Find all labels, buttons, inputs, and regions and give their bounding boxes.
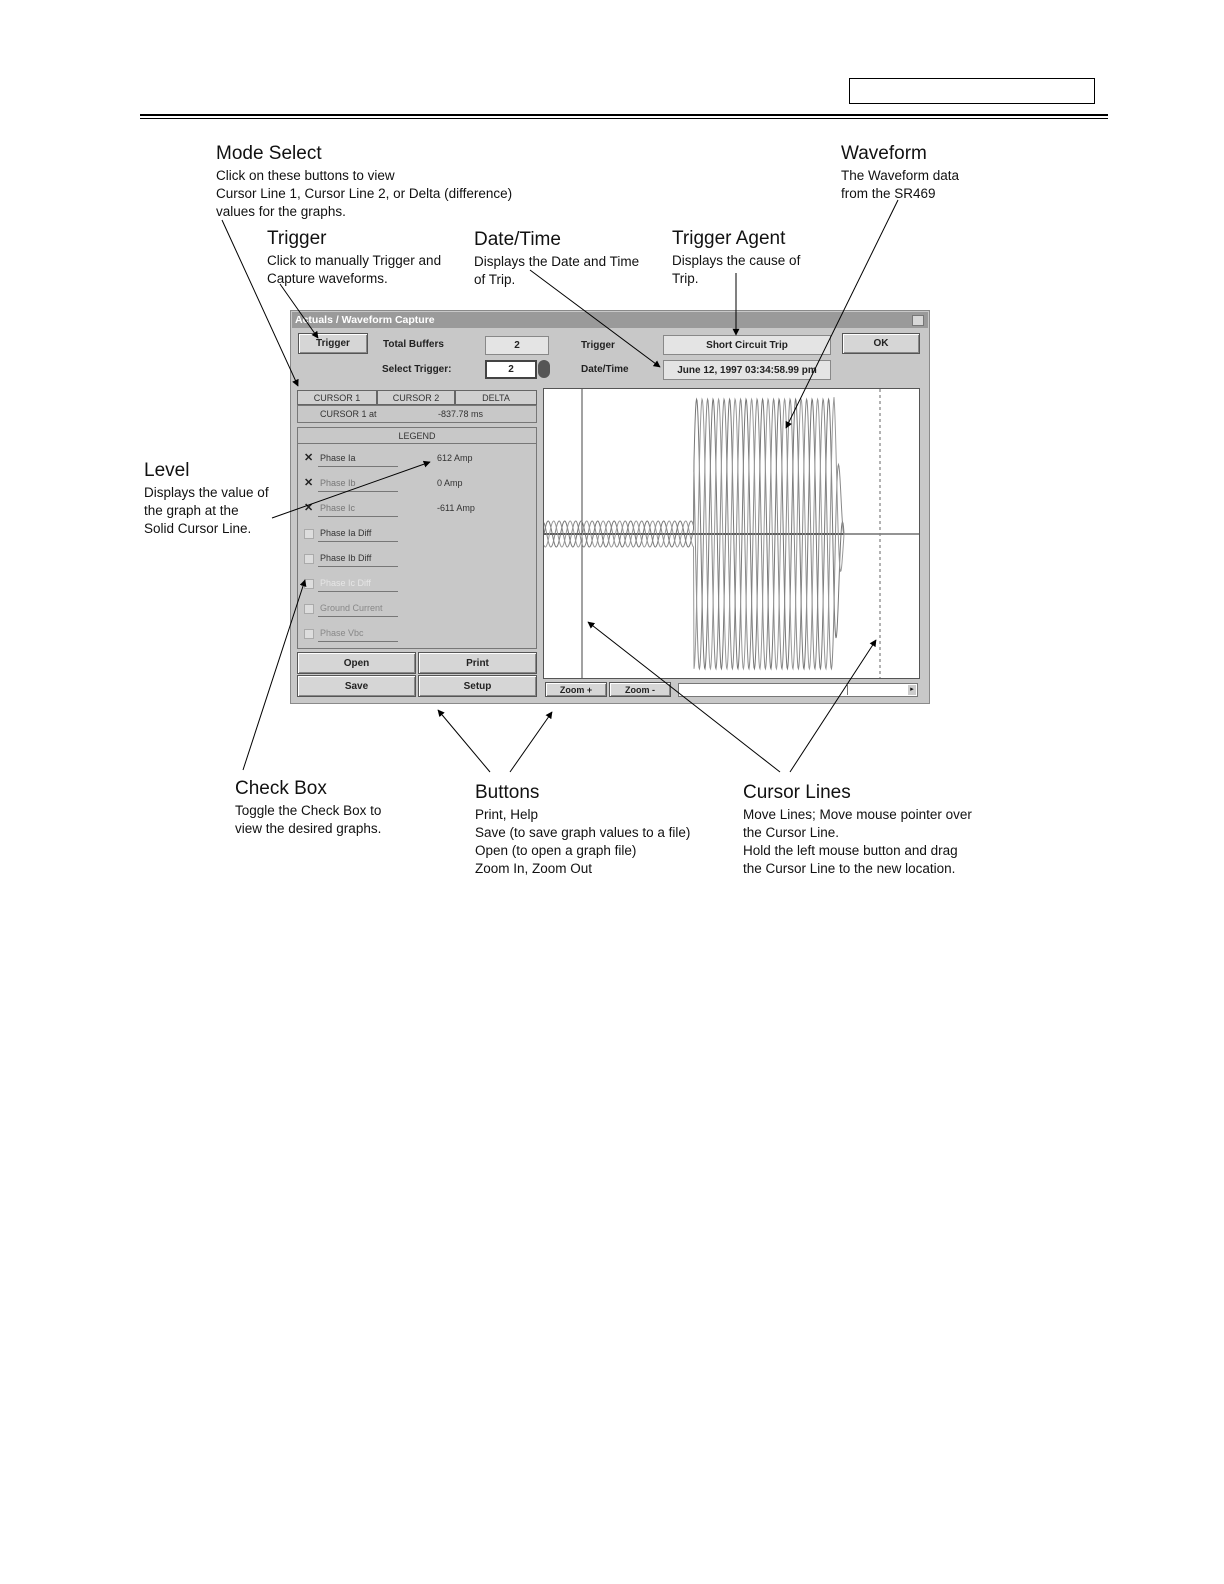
tab-delta[interactable]: DELTA xyxy=(455,390,537,405)
legend-value: -611 Amp xyxy=(437,503,475,513)
arrow-cursor-line-1 xyxy=(588,622,780,772)
zoom-in-button[interactable]: Zoom + xyxy=(545,682,607,697)
annotation-buttons: Buttons Print, Help Save (to save graph values to a file) Open (to open a graph file) Zoom In, Zoom Out xyxy=(475,782,691,876)
trigger-button[interactable]: Trigger xyxy=(298,333,368,354)
x-mark-icon[interactable]: ✕ xyxy=(304,477,314,489)
arrow-trigger xyxy=(280,284,318,338)
total-buffers-field: 2 xyxy=(485,336,549,355)
window-title: Actuals / Waveform Capture xyxy=(295,314,435,326)
date-time-field: June 12, 1997 03:34:58.99 pm xyxy=(663,360,831,380)
trigger-agent-field: Short Circuit Trip xyxy=(663,335,831,355)
annotation-trigger-agent: Trigger Agent Displays the cause of Trip. xyxy=(672,228,801,286)
arrow-waveform xyxy=(786,200,898,428)
annotation-mode-select: Mode Select Click on these buttons to view Cursor Line 1, Cursor Line 2, or Delta (difference) values for the graphs. xyxy=(216,143,513,219)
legend-label: Phase Ib xyxy=(320,478,356,488)
arrow-buttons-left xyxy=(438,710,490,772)
tab-cursor-1[interactable]: CURSOR 1 xyxy=(297,390,377,405)
save-button[interactable]: Save xyxy=(297,675,416,697)
trigger-label: Trigger xyxy=(581,340,615,351)
annotation-level: Level Displays the value of the graph at the Solid Cursor Line. xyxy=(144,460,269,536)
scroll-right-icon[interactable]: ▸ xyxy=(908,685,916,695)
legend-title: LEGEND xyxy=(297,427,537,444)
annotation-date-time: Date/Time Displays the Date and Time of Trip. xyxy=(474,229,640,287)
print-button[interactable]: Print xyxy=(418,652,537,674)
ok-button[interactable]: OK xyxy=(842,333,920,354)
arrow-level xyxy=(272,462,430,518)
arrow-mode-select xyxy=(222,220,298,386)
zoom-out-button[interactable]: Zoom - xyxy=(609,682,671,697)
legend-label: Phase Ic xyxy=(320,503,356,513)
annotation-trigger: Trigger Click to manually Trigger and Capture waveforms. xyxy=(267,228,442,286)
arrow-buttons-right xyxy=(510,712,552,772)
arrow-date-time xyxy=(530,270,660,367)
open-button[interactable]: Open xyxy=(297,652,416,674)
legend-label: Ground Current xyxy=(320,603,383,613)
cursor-readout-label: CURSOR 1 at xyxy=(320,409,377,419)
x-mark-icon[interactable]: ✕ xyxy=(304,502,314,514)
legend-label: Phase Vbc xyxy=(320,628,364,638)
legend-value: 0 Amp xyxy=(437,478,463,488)
legend-value: 612 Amp xyxy=(437,453,473,463)
total-buffers-label: Total Buffers xyxy=(383,339,444,350)
cursor-readout-value: -837.78 ms xyxy=(438,409,484,419)
legend-label: Phase Ib Diff xyxy=(320,553,372,563)
select-trigger-input[interactable]: 2 xyxy=(485,360,537,379)
date-time-label: Date/Time xyxy=(581,364,629,375)
arrow-check-box xyxy=(243,580,305,770)
select-trigger-label: Select Trigger: xyxy=(382,364,452,375)
annotation-waveform: Waveform The Waveform data from the SR469 xyxy=(841,143,960,201)
x-mark-icon[interactable]: ✕ xyxy=(304,452,314,464)
annotation-check-box: Check Box Toggle the Check Box to view the desired graphs. xyxy=(235,778,382,836)
tab-cursor-2[interactable]: CURSOR 2 xyxy=(377,390,455,405)
legend-label: Phase Ia Diff xyxy=(320,528,372,538)
legend-label: Phase Ia xyxy=(320,453,356,463)
setup-button[interactable]: Setup xyxy=(418,675,537,697)
legend-label: Phase Ic Diff xyxy=(320,578,371,588)
arrow-cursor-line-2 xyxy=(790,640,876,772)
annotation-cursor-lines: Cursor Lines Move Lines; Move mouse pointer over the Cursor Line. Hold the left mouse button and drag the Cursor Line to the new location. xyxy=(743,782,972,876)
